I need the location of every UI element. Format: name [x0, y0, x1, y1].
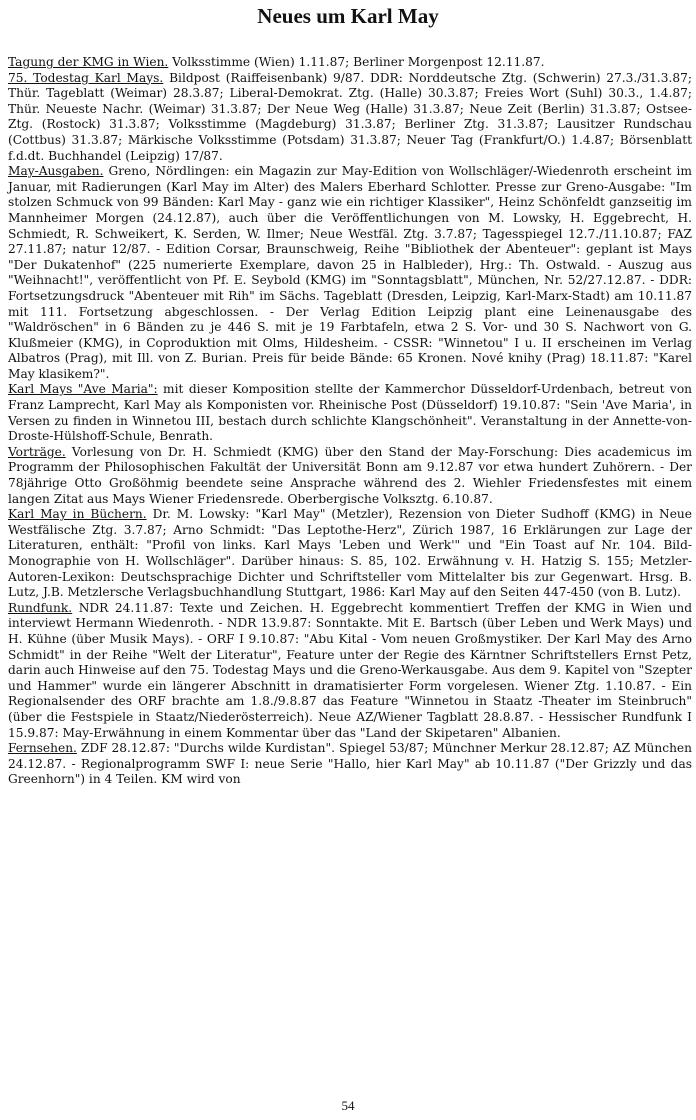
paragraph-tagung: [8, 55, 692, 71]
paragraph-vortraege: [8, 445, 692, 507]
paragraph-heading: 75. Todestag Karl Mays.: [8, 70, 164, 85]
article-body: [8, 55, 692, 788]
paragraph-heading: May-Ausgaben.: [8, 164, 104, 179]
page-number: 54: [341, 1098, 355, 1113]
paragraph-ave-maria: [8, 382, 692, 444]
paragraph-heading: Fernsehen.: [8, 741, 77, 756]
paragraph-text: Bildpost (Raiffeisenbank) 9/87. DDR: Norddeutsche Ztg. (Schwerin) 27.3./31.3.87; Thür. Tageblatt (Weimar) 28.3.87; Liberal-Demokrat. Ztg. (Halle) 30.3.87; Freies Wort (Suhl) 30.3., 1.4.87; Thür. Neueste Nachr. (Weimar) 31.3.87; Der Neue Weg (Halle) 31.3.87; Neue Zeit (Berlin) 31.3.87; Ostsee-Ztg. (Rostock) 31.3.87; Volksstimme (Magdeburg) 31.3.87; Berliner Ztg. 31.3.87; Lausitzer Rundschau (Cottbus) 31.3.87; Märkische Volksstimme (Potsdam) 31.3.87; Neuer Tag (Frankfurt/O.) 1.4.87; Börsenblatt f.d.dt. Buchhandel (Leipzig) 17/87.: [8, 70, 692, 163]
paragraph-may-ausgaben: [8, 164, 692, 382]
paragraph-todestag: [8, 71, 692, 165]
paragraph-heading: Tagung der KMG in Wien.: [8, 55, 169, 69]
paragraph-heading: Rundfunk.: [8, 600, 73, 615]
paragraph-rundfunk: [8, 601, 692, 741]
paragraph-heading: Karl Mays "Ave Maria":: [8, 382, 158, 397]
paragraph-text: Vorlesung von Dr. H. Schmiedt (KMG) über den Stand der May-Forschung: Dies academicus im Programm der Philosophischen Fakultät der Universität Bonn am 9.12.87 vor etwa hundert Zuhörern. - Der 78jährige Otto Großöhmig beendete seine Ansprache während des 2. Wiehler Friedensfestes mit einem langen Zitat aus Mays Wiener Friedensrede. Oberbergische Volksztg. 6.10.87.: [8, 444, 692, 506]
paragraph-text: ZDF 28.12.87: "Durchs wilde Kurdistan". Spiegel 53/87; Münchner Merkur 28.12.87; AZ München 24.12.87. - Regionalprogramm SWF I: neue Serie "Hallo, hier Karl May" ab 10.11.87 ("Der Grizzly und das Greenhorn") in 4 Teilen. KM wird von: [8, 741, 692, 787]
paragraph-text: mit dieser Komposition stellte der Kammerchor Düsseldorf-Urdenbach, betreut von Franz Lamprecht, Karl May als Komponisten vor. Rheinische Post (Düsseldorf) 19.10.87: "Sein 'Ave Maria', in Versen zu finden in Winnetou III, bestach durch schlichte Klangschönheit". Veranstaltung in der Annette-von-Droste-Hülshoff-Schule, Benrath.: [8, 382, 693, 444]
paragraph-text: NDR 24.11.87: Texte und Zeichen. H. Eggebrecht kommentiert Treffen der KMG in Wien und interviewt Hermann Wiedenroth. - NDR 13.9.87: Sonntakte. Mit E. Bartsch (über Leben und Werk Mays) und H. Kühne (über Musik Mays). - ORF I 9.10.87: "Abu Kital - Vom neuen Großmystiker. Der Karl May des Arno Schmidt" in der Reihe "Welt der Literatur", Feature unter der Regie des Kärntner Schriftstellers Ernst Petz, darin auch Hinweise auf den 75. Todestag Mays und die Greno-Werkausgabe. Aus dem 9. Kapitel von "Szepter und Hammer" wurde ein längerer Abschnitt in dramatisierter Form vorgelesen. Wiener Ztg. 1.10.87. - Ein Regionalsender des ORF brachte am 1.8./9.8.87 das Feature "Winnetou in Staatz -Theater im Steinbruch" (über die Festspiele in Staatz/Niederösterreich). Neue AZ/Wiener Tagblatt 28.8.87. - Hessischer Rundfunk I 15.9.87: May-Erwähnung in einem Kommentar über das "Land der Skipetaren" Albanien.: [8, 600, 692, 740]
page-title: Neues um Karl May: [257, 4, 439, 28]
paragraph-text: Volksstimme (Wien) 1.11.87; Berliner Morgenpost 12.11.87.: [168, 55, 545, 69]
paragraph-buechern: [8, 507, 692, 601]
paragraph-text: Greno, Nördlingen: ein Magazin zur May-Edition von Wollschläger/-Wiedenroth erscheint im Januar, mit Radierungen (Karl May im Alter) des Malers Eberhard Schlotter. Presse zur Greno-Ausgabe: "Im stolzen Schmuck von 99 Bänden: Karl May - ganz wie ein richtiger Klassiker", Heinz Schönfeldt ganzseitig im Mannheimer Morgen (24.12.87), auch über die Veröffentlichungen von M. Lowsky, H. Eggebrecht, H. Schmiedt, R. Schweikert, K. Serden, W. Ilmer; Neue Westfäl. Ztg. 3.7.87; Tagesspiegel 12.7./11.10.87; FAZ 27.11.87; natur 12/87. - Edition Corsar, Braunschweig, Reihe "Bibliothek der Abenteuer": geplant ist Mays "Der Dukatenhof" (225 numerierte Exemplare, davon 25 in Halbleder), Hrg.: Th. Ostwald. - Auszug aus "Weihnacht!", veröffentlicht von Pf. E. Seybold (KMG) im "Sonntagsblatt", München, Nr. 52/27.12.87. - DDR: Fortsetzungsdruck "Abenteuer mit Rih" im Sächs. Tageblatt (Dresden, Leipzig, Karl-Marx-Stadt) am 10.11.87 mit 111. Fortsetzung abgeschlossen. - Der Verlag Edition Leipzig plant eine Leinenausgabe des "Waldröschen" in 6 Bänden zu je 446 S. mit je 19 Farbtafeln, etwa 2 S. Vor- und 30 S. Nachwort von G. Klußmeier (KMG), in Coproduktion mit Olms, Hildesheim. - CSSR: "Winnetou" I u. II erscheinen im Verlag Albatros (Prag), mit Ill. von Z. Burian. Preis für beide Bände: 65 Kronen. Nové knihy (Prag) 18.11.87: "Karel May klasikem?".: [8, 164, 692, 381]
paragraph-text: Dr. M. Lowsky: "Karl May" (Metzler), Rezension von Dieter Sudhoff (KMG) in Neue Westfälische Ztg. 3.7.87; Arno Schmidt: "Das Leptothe-Herz", Zürich 1987, 16 Erklärungen zur Lage der Literaturen, enthält: "Profil von links. Karl Mays 'Leben und Werk'" und "Ein Toast auf Nr. 104. Bild-Monographie von H. Wollschläger". Darüber hinaus: S. 85, 102. Erwähnung v. H. Hatzig S. 155; Metzler-Autoren-Lexikon: Deutschsprachige Dichter und Schriftsteller vom Mittelalter bis zur Gegenwart. Hrsg. B. Lutz, J.B. Metzlersche Verlagsbuchhandlung Stuttgart, 1986: Karl May auf den Seiten 447-450 (von B. Lutz).: [8, 507, 692, 600]
paragraph-fernsehen: [8, 741, 692, 788]
paragraph-heading: Vorträge.: [8, 444, 66, 459]
paragraph-heading: Karl May in Büchern.: [8, 507, 147, 522]
